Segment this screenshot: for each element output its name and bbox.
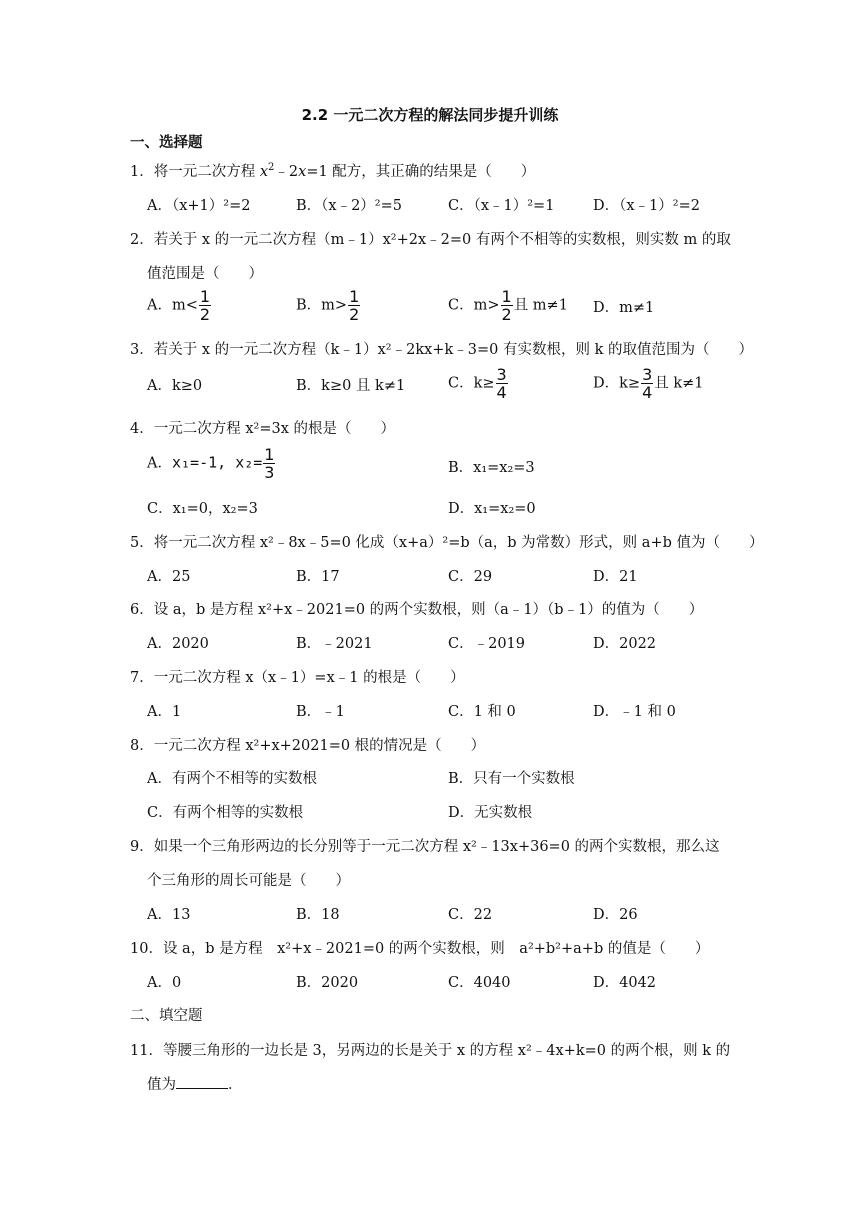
- q4-option-a-expr: x₁=-1, x₂=: [171, 453, 263, 472]
- question-1-stem: 1．将一元二次方程 $x^2﹣2x=1$ 配方，其正确的结果是（ ）: [130, 162, 536, 180]
- question-11-line1: 11．等腰三角形的一边长是 3，另两边的长是关于 x 的方程 x²﹣4x+k=0 的两个根，则 k 的: [130, 1043, 731, 1059]
- q2-option-b-text: B．m>: [296, 297, 348, 314]
- question-11-line2: [147, 1073, 243, 1094]
- q2-option-c-suffix: 且 m≠1: [513, 297, 568, 314]
- q6-option-c[interactable]: C．﹣2019: [448, 636, 525, 652]
- q7-option-c[interactable]: C．1 和 0: [448, 704, 516, 720]
- fraction-one-half: $\frac{1}{2}$: [349, 287, 360, 324]
- q3-option-d-text: D．k≥: [593, 375, 641, 392]
- q5-option-c[interactable]: C．29: [448, 569, 493, 585]
- q9-option-b[interactable]: B．18: [296, 907, 340, 923]
- q1-option-d[interactable]: D．（x﹣1）²=2: [593, 198, 700, 214]
- q2-option-d[interactable]: D．m≠1: [593, 300, 655, 316]
- question-9-line2: 个三角形的周长可能是（ ）: [147, 873, 350, 889]
- q8-option-b[interactable]: B．只有一个实数根: [448, 771, 575, 787]
- q4-option-a-text: A．: [147, 455, 172, 472]
- q3-option-c-text: C．k≥: [448, 375, 495, 392]
- question-9-line1: 9．如果一个三角形两边的长分别等于一元二次方程 x²﹣13x+36=0 的两个实数根，那么这: [130, 839, 720, 855]
- q4-option-a[interactable]: [147, 446, 276, 481]
- q10-option-a[interactable]: A．0: [147, 975, 182, 991]
- page-title: 2.2 一元二次方程的解法同步提升训练: [301, 106, 559, 124]
- q5-option-d[interactable]: D．21: [593, 569, 638, 585]
- question-11-suffix: ．: [228, 1077, 243, 1093]
- q9-option-c[interactable]: C．22: [448, 907, 493, 923]
- question-4-line1: 4．一元二次方程 x²=3x 的根是（ ）: [130, 421, 395, 437]
- question-3-line1: 3．若关于 x 的一元二次方程（k﹣1）x²﹣2kx+k﹣3=0 有实数根，则 k 的取值范围为（ ）: [130, 342, 753, 358]
- fraction-one-half: $\frac{1}{2}$: [199, 287, 211, 324]
- q2-option-a[interactable]: [147, 288, 212, 323]
- q6-option-b[interactable]: B．﹣2021: [296, 636, 373, 652]
- q2-option-a-text: A．m<: [147, 297, 198, 314]
- section-heading-choice: 一、选择题: [130, 135, 203, 151]
- q4-option-b[interactable]: B．x₁=x₂=3: [448, 460, 535, 476]
- section-heading-fill: 二、填空题: [130, 1008, 203, 1024]
- answer-blank[interactable]: [176, 1074, 228, 1089]
- q6-option-d[interactable]: D．2022: [593, 636, 657, 652]
- question-6-line1: 6．设 a，b 是方程 x²+x﹣2021=0 的两个实数根，则（a﹣1）（b﹣1）的值为（ ）: [130, 602, 704, 618]
- fraction-one-third: $\frac{1}{3}$: [264, 445, 275, 482]
- fraction-three-quarters: $\frac{3}{4}$: [642, 365, 653, 402]
- q1-option-b[interactable]: B．（x﹣2）²=5: [296, 198, 402, 214]
- fraction-one-half: $\frac{1}{2}$: [501, 287, 512, 324]
- q7-option-a[interactable]: A．1: [147, 704, 182, 720]
- question-7-line1: 7．一元二次方程 x（x﹣1）=x﹣1 的根是（ ）: [130, 670, 465, 686]
- question-11-prefix: 值为: [147, 1077, 176, 1093]
- q2-option-c[interactable]: [448, 288, 568, 323]
- q3-option-a[interactable]: A．k≥0: [147, 378, 203, 394]
- q8-option-c[interactable]: C．有两个相等的实数根: [147, 805, 304, 821]
- q10-option-d[interactable]: D．4042: [593, 975, 657, 991]
- question-1-stem-a: 1．将一元二次方程: [130, 164, 260, 180]
- q4-option-c[interactable]: C．x₁=0，x₂=3: [147, 501, 258, 517]
- q5-option-a[interactable]: A．25: [147, 569, 191, 585]
- q8-option-a[interactable]: A．有两个不相等的实数根: [147, 771, 317, 787]
- q6-option-a[interactable]: A．2020: [147, 636, 209, 652]
- q2-option-b[interactable]: [296, 288, 361, 323]
- q4-option-d[interactable]: D．x₁=x₂=0: [448, 501, 536, 517]
- q10-option-b[interactable]: B．2020: [296, 975, 359, 991]
- q3-option-d[interactable]: [593, 366, 704, 401]
- question-2-line2: 值范围是（ ）: [147, 266, 263, 282]
- q3-option-c[interactable]: [448, 366, 509, 401]
- q7-option-b[interactable]: B．﹣1: [296, 704, 345, 720]
- question-5-line1: 5．将一元二次方程 x²﹣8x﹣5=0 化成（x+a）²=b（a，b 为常数）形式，则 a+b 值为（ ）: [130, 535, 764, 551]
- q2-option-c-text: C．m>: [448, 297, 500, 314]
- fraction-three-quarters: $\frac{3}{4}$: [496, 365, 507, 402]
- q9-option-d[interactable]: D．26: [593, 907, 638, 923]
- q7-option-d[interactable]: D．﹣1 和 0: [593, 704, 676, 720]
- question-2-line1: 2．若关于 x 的一元二次方程（m﹣1）x²+2x﹣2=0 有两个不相等的实数根，则实数 m 的取: [130, 232, 731, 248]
- q3-option-b[interactable]: B．k≥0 且 k≠1: [296, 378, 406, 394]
- q9-option-a[interactable]: A．13: [147, 907, 191, 923]
- q10-option-c[interactable]: C．4040: [448, 975, 511, 991]
- q5-option-b[interactable]: B．17: [296, 569, 340, 585]
- q1-option-a[interactable]: A．（x+1）²=2: [147, 198, 251, 214]
- question-8-line1: 8．一元二次方程 x²+x+2021=0 根的情况是（ ）: [130, 738, 486, 754]
- q3-option-d-suffix: 且 k≠1: [654, 375, 704, 392]
- q8-option-d[interactable]: D．无实数根: [448, 805, 533, 821]
- question-10-line1: 10．设 a，b 是方程 x²+x﹣2021=0 的两个实数根，则 a²+b²+a+b 的值是（ ）: [130, 941, 710, 957]
- question-1-stem-b: 配方，其正确的结果是（ ）: [327, 164, 536, 180]
- q1-option-c[interactable]: C．（x﹣1）²=1: [448, 198, 555, 214]
